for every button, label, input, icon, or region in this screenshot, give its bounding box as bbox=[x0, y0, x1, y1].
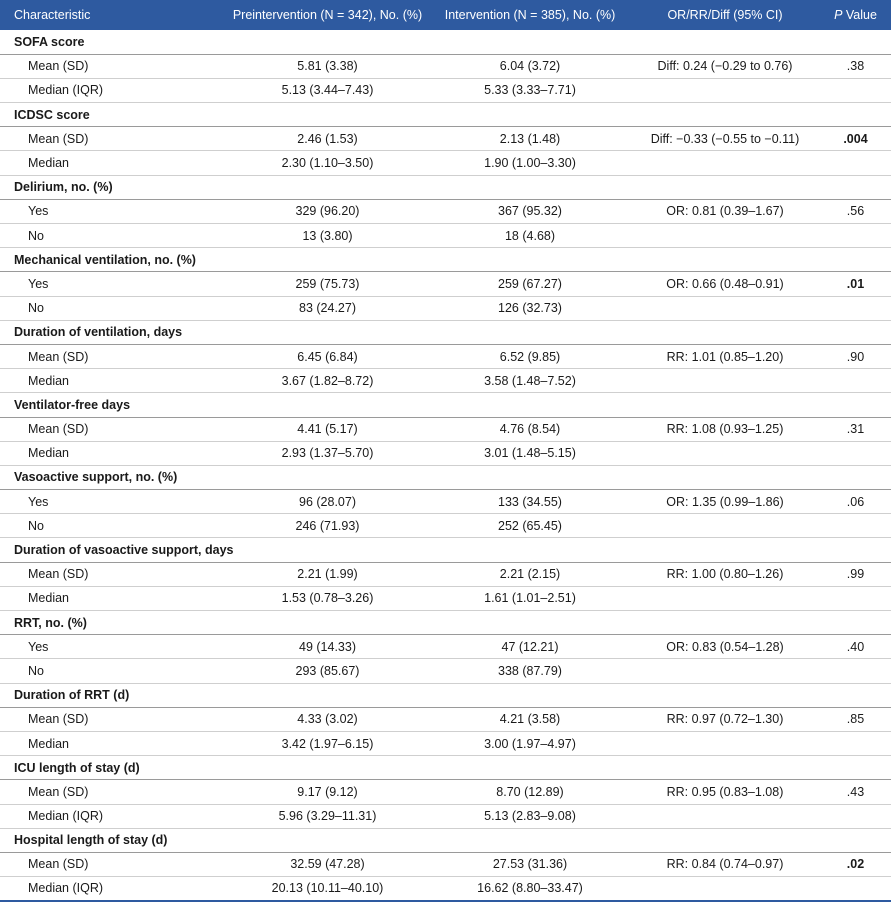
effect-cell bbox=[630, 659, 820, 683]
p-value-cell: .90 bbox=[820, 344, 891, 368]
row-label: Yes bbox=[0, 272, 225, 296]
intervention-cell: 16.62 (8.80–33.47) bbox=[430, 877, 630, 901]
intervention-cell: 3.00 (1.97–4.97) bbox=[430, 731, 630, 755]
table-row bbox=[0, 224, 891, 248]
p-value-cell: .99 bbox=[820, 562, 891, 586]
preintervention-cell: 49 (14.33) bbox=[225, 635, 430, 659]
row-label: Mean (SD) bbox=[0, 852, 225, 876]
effect-cell bbox=[630, 514, 820, 538]
effect-cell: OR: 0.66 (0.48–0.91) bbox=[630, 272, 820, 296]
section-row bbox=[0, 30, 891, 54]
intervention-cell: 3.58 (1.48–7.52) bbox=[430, 369, 630, 393]
intervention-cell: 2.21 (2.15) bbox=[430, 562, 630, 586]
row-label: No bbox=[0, 659, 225, 683]
section-label: Duration of RRT (d) bbox=[0, 683, 891, 707]
p-value-cell: .85 bbox=[820, 707, 891, 731]
effect-cell: RR: 1.08 (0.93–1.25) bbox=[630, 417, 820, 441]
table-row bbox=[0, 780, 891, 804]
intervention-cell: 47 (12.21) bbox=[430, 635, 630, 659]
header-row bbox=[0, 0, 891, 30]
row-label: Yes bbox=[0, 199, 225, 223]
preintervention-cell: 3.67 (1.82–8.72) bbox=[225, 369, 430, 393]
table-row bbox=[0, 490, 891, 514]
p-value-cell: .38 bbox=[820, 54, 891, 78]
table-row bbox=[0, 707, 891, 731]
row-label: Median (IQR) bbox=[0, 877, 225, 901]
row-label: Median bbox=[0, 586, 225, 610]
effect-cell bbox=[630, 586, 820, 610]
table-row bbox=[0, 344, 891, 368]
row-label: No bbox=[0, 514, 225, 538]
preintervention-cell: 2.46 (1.53) bbox=[225, 127, 430, 151]
row-label: Mean (SD) bbox=[0, 780, 225, 804]
section-label: Hospital length of stay (d) bbox=[0, 828, 891, 852]
header-effect: OR/RR/Diff (95% CI) bbox=[630, 0, 820, 30]
intervention-cell: 133 (34.55) bbox=[430, 490, 630, 514]
intervention-cell: 2.13 (1.48) bbox=[430, 127, 630, 151]
p-value-cell bbox=[820, 296, 891, 320]
row-label: Median bbox=[0, 151, 225, 175]
table-row bbox=[0, 369, 891, 393]
section-row bbox=[0, 465, 891, 489]
intervention-cell: 8.70 (12.89) bbox=[430, 780, 630, 804]
row-label: Mean (SD) bbox=[0, 562, 225, 586]
preintervention-cell: 2.30 (1.10–3.50) bbox=[225, 151, 430, 175]
header-intervention: Intervention (N = 385), No. (%) bbox=[430, 0, 630, 30]
preintervention-cell: 13 (3.80) bbox=[225, 224, 430, 248]
preintervention-cell: 2.21 (1.99) bbox=[225, 562, 430, 586]
effect-cell bbox=[630, 151, 820, 175]
table-header bbox=[0, 0, 891, 30]
preintervention-cell: 4.41 (5.17) bbox=[225, 417, 430, 441]
preintervention-cell: 4.33 (3.02) bbox=[225, 707, 430, 731]
preintervention-cell: 3.42 (1.97–6.15) bbox=[225, 731, 430, 755]
section-label: SOFA score bbox=[0, 30, 891, 54]
intervention-cell: 5.33 (3.33–7.71) bbox=[430, 78, 630, 102]
row-label: Yes bbox=[0, 635, 225, 659]
row-label: Mean (SD) bbox=[0, 344, 225, 368]
table-row bbox=[0, 441, 891, 465]
p-value-cell: .43 bbox=[820, 780, 891, 804]
effect-cell: RR: 1.01 (0.85–1.20) bbox=[630, 344, 820, 368]
effect-cell bbox=[630, 731, 820, 755]
preintervention-cell: 96 (28.07) bbox=[225, 490, 430, 514]
p-value-cell: .02 bbox=[820, 852, 891, 876]
preintervention-cell: 9.17 (9.12) bbox=[225, 780, 430, 804]
p-value-cell bbox=[820, 369, 891, 393]
section-row bbox=[0, 828, 891, 852]
section-label: Vasoactive support, no. (%) bbox=[0, 465, 891, 489]
row-label: Mean (SD) bbox=[0, 417, 225, 441]
preintervention-cell: 20.13 (10.11–40.10) bbox=[225, 877, 430, 901]
p-value-cell: .31 bbox=[820, 417, 891, 441]
intervention-cell: 1.61 (1.01–2.51) bbox=[430, 586, 630, 610]
p-value-cell: .01 bbox=[820, 272, 891, 296]
intervention-cell: 1.90 (1.00–3.30) bbox=[430, 151, 630, 175]
row-label: Median (IQR) bbox=[0, 804, 225, 828]
p-value-cell: .004 bbox=[820, 127, 891, 151]
preintervention-cell: 5.96 (3.29–11.31) bbox=[225, 804, 430, 828]
effect-cell: OR: 0.81 (0.39–1.67) bbox=[630, 199, 820, 223]
intervention-cell: 3.01 (1.48–5.15) bbox=[430, 441, 630, 465]
section-label: ICU length of stay (d) bbox=[0, 756, 891, 780]
section-label: Delirium, no. (%) bbox=[0, 175, 891, 199]
p-value-cell bbox=[820, 804, 891, 828]
preintervention-cell: 32.59 (47.28) bbox=[225, 852, 430, 876]
effect-cell: OR: 1.35 (0.99–1.86) bbox=[630, 490, 820, 514]
header-preintervention: Preintervention (N = 342), No. (%) bbox=[225, 0, 430, 30]
table-row bbox=[0, 514, 891, 538]
preintervention-cell: 246 (71.93) bbox=[225, 514, 430, 538]
p-value-cell: .56 bbox=[820, 199, 891, 223]
table-row bbox=[0, 635, 891, 659]
effect-cell: RR: 0.95 (0.83–1.08) bbox=[630, 780, 820, 804]
preintervention-cell: 2.93 (1.37–5.70) bbox=[225, 441, 430, 465]
section-label: ICDSC score bbox=[0, 103, 891, 127]
table-row bbox=[0, 151, 891, 175]
row-label: Median bbox=[0, 369, 225, 393]
effect-cell bbox=[630, 296, 820, 320]
section-row bbox=[0, 756, 891, 780]
effect-cell bbox=[630, 224, 820, 248]
section-row bbox=[0, 393, 891, 417]
intervention-cell: 27.53 (31.36) bbox=[430, 852, 630, 876]
section-row bbox=[0, 683, 891, 707]
preintervention-cell: 259 (75.73) bbox=[225, 272, 430, 296]
preintervention-cell: 83 (24.27) bbox=[225, 296, 430, 320]
table-row bbox=[0, 54, 891, 78]
effect-cell bbox=[630, 441, 820, 465]
header-p-italic: P bbox=[834, 8, 843, 22]
table-row bbox=[0, 659, 891, 683]
intervention-cell: 4.21 (3.58) bbox=[430, 707, 630, 731]
p-value-cell bbox=[820, 586, 891, 610]
table-row bbox=[0, 127, 891, 151]
intervention-cell: 18 (4.68) bbox=[430, 224, 630, 248]
p-value-cell bbox=[820, 224, 891, 248]
row-label: No bbox=[0, 224, 225, 248]
row-label: Mean (SD) bbox=[0, 54, 225, 78]
row-label: Median bbox=[0, 441, 225, 465]
p-value-cell: .06 bbox=[820, 490, 891, 514]
intervention-cell: 126 (32.73) bbox=[430, 296, 630, 320]
p-value-cell bbox=[820, 877, 891, 901]
effect-cell bbox=[630, 78, 820, 102]
intervention-cell: 367 (95.32) bbox=[430, 199, 630, 223]
table-row bbox=[0, 78, 891, 102]
preintervention-cell: 5.13 (3.44–7.43) bbox=[225, 78, 430, 102]
p-value-cell bbox=[820, 514, 891, 538]
table-row bbox=[0, 877, 891, 901]
preintervention-cell: 329 (96.20) bbox=[225, 199, 430, 223]
row-label: Mean (SD) bbox=[0, 127, 225, 151]
table-row bbox=[0, 199, 891, 223]
intervention-cell: 6.04 (3.72) bbox=[430, 54, 630, 78]
row-label: Yes bbox=[0, 490, 225, 514]
effect-cell: RR: 1.00 (0.80–1.26) bbox=[630, 562, 820, 586]
section-label: RRT, no. (%) bbox=[0, 611, 891, 635]
effect-cell: Diff: −0.33 (−0.55 to −0.11) bbox=[630, 127, 820, 151]
p-value-cell: .40 bbox=[820, 635, 891, 659]
row-label: Median (IQR) bbox=[0, 78, 225, 102]
preintervention-cell: 1.53 (0.78–3.26) bbox=[225, 586, 430, 610]
preintervention-cell: 6.45 (6.84) bbox=[225, 344, 430, 368]
effect-cell bbox=[630, 804, 820, 828]
effect-cell: RR: 0.84 (0.74–0.97) bbox=[630, 852, 820, 876]
table-row bbox=[0, 586, 891, 610]
intervention-cell: 259 (67.27) bbox=[430, 272, 630, 296]
table-body bbox=[0, 30, 891, 901]
section-row bbox=[0, 103, 891, 127]
intervention-cell: 4.76 (8.54) bbox=[430, 417, 630, 441]
section-row bbox=[0, 611, 891, 635]
p-value-cell bbox=[820, 441, 891, 465]
effect-cell: OR: 0.83 (0.54–1.28) bbox=[630, 635, 820, 659]
table-row bbox=[0, 272, 891, 296]
table-row bbox=[0, 731, 891, 755]
section-label: Ventilator-free days bbox=[0, 393, 891, 417]
preintervention-cell: 293 (85.67) bbox=[225, 659, 430, 683]
row-label: No bbox=[0, 296, 225, 320]
header-characteristic: Characteristic bbox=[0, 0, 225, 30]
intervention-cell: 6.52 (9.85) bbox=[430, 344, 630, 368]
table-row bbox=[0, 804, 891, 828]
preintervention-cell: 5.81 (3.38) bbox=[225, 54, 430, 78]
section-row bbox=[0, 320, 891, 344]
section-row bbox=[0, 175, 891, 199]
header-p-rest: Value bbox=[842, 8, 877, 22]
section-label: Mechanical ventilation, no. (%) bbox=[0, 248, 891, 272]
p-value-cell bbox=[820, 78, 891, 102]
table-row bbox=[0, 562, 891, 586]
p-value-cell bbox=[820, 151, 891, 175]
effect-cell: Diff: 0.24 (−0.29 to 0.76) bbox=[630, 54, 820, 78]
table-row bbox=[0, 417, 891, 441]
p-value-cell bbox=[820, 731, 891, 755]
intervention-cell: 5.13 (2.83–9.08) bbox=[430, 804, 630, 828]
section-row bbox=[0, 248, 891, 272]
p-value-cell bbox=[820, 659, 891, 683]
row-label: Median bbox=[0, 731, 225, 755]
table-row bbox=[0, 852, 891, 876]
effect-cell: RR: 0.97 (0.72–1.30) bbox=[630, 707, 820, 731]
intervention-cell: 338 (87.79) bbox=[430, 659, 630, 683]
effect-cell bbox=[630, 877, 820, 901]
section-row bbox=[0, 538, 891, 562]
table-row bbox=[0, 296, 891, 320]
intervention-cell: 252 (65.45) bbox=[430, 514, 630, 538]
section-label: Duration of ventilation, days bbox=[0, 320, 891, 344]
row-label: Mean (SD) bbox=[0, 707, 225, 731]
effect-cell bbox=[630, 369, 820, 393]
header-p-value bbox=[820, 0, 891, 30]
section-label: Duration of vasoactive support, days bbox=[0, 538, 891, 562]
